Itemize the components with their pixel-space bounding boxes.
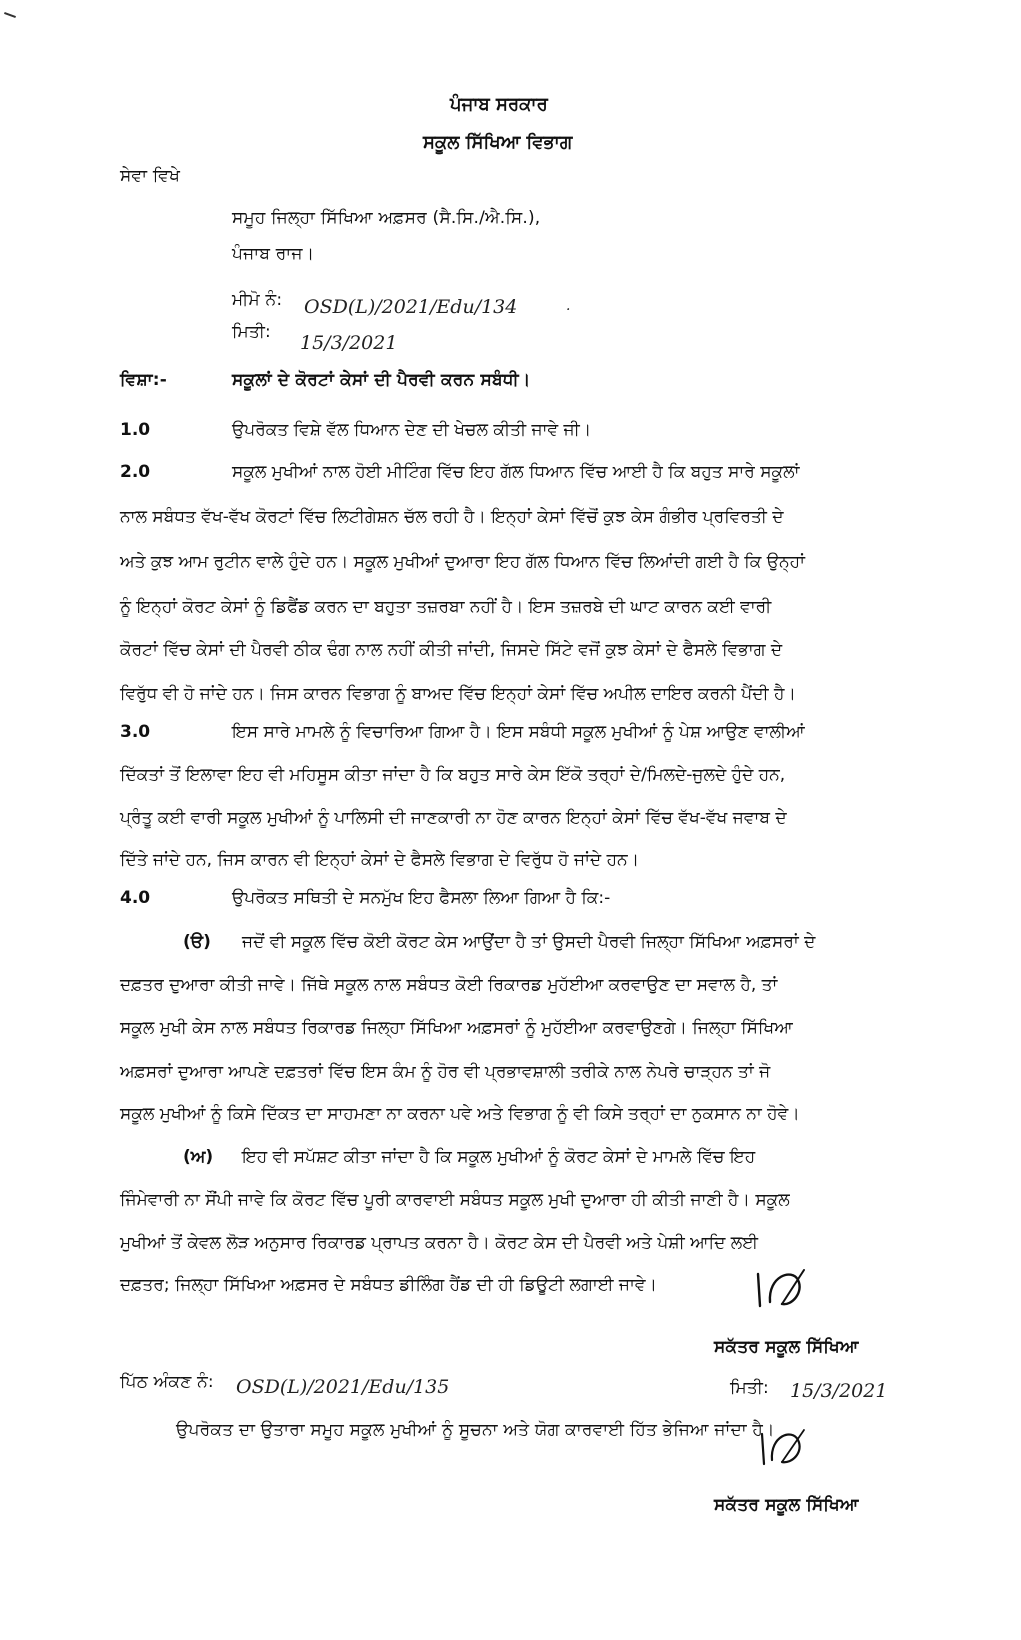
subpara-a-line: ਸਕੂਲ ਮੁਖੀਆਂ ਨੂੰ ਕਿਸੇ ਦਿੱਕਤ ਦਾ ਸਾਹਮਣਾ ਨਾ ਕਰਨਾ ਪਵੇ ਅਤੇ ਵਿਭਾਗ ਨੂੰ ਵੀ ਕਿਸੇ ਤਰ੍ਹਾਂ ਦਾ ਨੁਕਸਾਨ ਨਾ ਹੋਵੇ। [120, 1104, 800, 1124]
subpara-b-line: ਮੁਖੀਆਂ ਤੋਂ ਕੇਵਲ ਲੋੜ ਅਨੁਸਾਰ ਰਿਕਾਰਡ ਪ੍ਰਾਪਤ ਕਰਨਾ ਹੈ। ਕੋਰਟ ਕੇਸ ਦੀ ਪੈਰਵੀ ਅਤੇ ਪੇਸ਼ੀ ਆਦਿ ਲਈ [120, 1233, 759, 1253]
endorsement-date: 15/3/2021 [790, 1380, 888, 1402]
para-2-line: ਅਤੇ ਕੁਝ ਆਮ ਰੁਟੀਨ ਵਾਲੇ ਹੁੰਦੇ ਹਨ। ਸਕੂਲ ਮੁਖੀਆਂ ਦੁਆਰਾ ਇਹ ਗੱਲ ਧਿਆਨ ਵਿੱਚ ਲਿਆਂਦੀ ਗਈ ਹੈ ਕਿ ਉਨ੍ਹਾਂ [120, 552, 805, 572]
para-3-line: ਦਿੱਕਤਾਂ ਤੋਂ ਇਲਾਵਾ ਇਹ ਵੀ ਮਹਿਸੂਸ ਕੀਤਾ ਜਾਂਦਾ ਹੈ ਕਿ ਬਹੁਤ ਸਾਰੇ ਕੇਸ ਇੱਕੋ ਤਰ੍ਹਾਂ ਦੇ/ਮਿਲਦੇ-ਜੁਲਦੇ ਹੁੰਦੇ ਹਨ, [120, 765, 786, 785]
endorsement-date-label: ਮਿਤੀ: [730, 1378, 769, 1398]
para-3-line: ਦਿੱਤੇ ਜਾਂਦੇ ਹਨ, ਜਿਸ ਕਾਰਨ ਵੀ ਇਨ੍ਹਾਂ ਕੇਸਾਂ ਦੇ ਫੈਸਲੇ ਵਿਭਾਗ ਦੇ ਵਿਰੁੱਧ ਹੋ ਜਾਂਦੇ ਹਨ। [120, 850, 640, 870]
subpara-b-line: ਇਹ ਵੀ ਸਪੱਸ਼ਟ ਕੀਤਾ ਜਾਂਦਾ ਹੈ ਕਿ ਸਕੂਲ ਮੁਖੀਆਂ ਨੂੰ ਕੋਰਟ ਕੇਸਾਂ ਦੇ ਮਾਮਲੇ ਵਿੱਚ ਇਹ [242, 1147, 756, 1167]
memo-date: 15/3/2021 [300, 332, 398, 354]
subject-text: ਸਕੂਲਾਂ ਦੇ ਕੋਰਟਾਂ ਕੇਸਾਂ ਦੀ ਪੈਰਵੀ ਕਰਨ ਸਬੰਧੀ। [232, 370, 531, 390]
memo-label: ਮੀਮੋ ਨੰ: [232, 290, 283, 310]
subpara-a-line: ਜਦੋਂ ਵੀ ਸਕੂਲ ਵਿੱਚ ਕੋਈ ਕੋਰਟ ਕੇਸ ਆਉਂਦਾ ਹੈ ਤਾਂ ਉਸਦੀ ਪੈਰਵੀ ਜਿਲ੍ਹਾ ਸਿੱਖਿਆ ਅਫ਼ਸਰਾਂ ਦੇ [242, 932, 816, 952]
header-line2: ਸਕੂਲ ਸਿੱਖਿਆ ਵਿਭਾਗ [423, 132, 573, 153]
para-2-number: 2.0 [120, 462, 151, 482]
subject-label: ਵਿਸ਼ਾ:- [120, 370, 167, 390]
seva-vikhe: ਸੇਵਾ ਵਿਖੇ [120, 166, 181, 186]
subpara-a-line: ਅਫ਼ਸਰਾਂ ਦੁਆਰਾ ਆਪਣੇ ਦਫ਼ਤਰਾਂ ਵਿੱਚ ਇਸ ਕੰਮ ਨੂੰ ਹੋਰ ਵੀ ਪ੍ਰਭਾਵਸ਼ਾਲੀ ਤਰੀਕੇ ਨਾਲ ਨੇਪਰੇ ਚਾੜ੍ਹਨ ਤਾਂ ਜੋ [120, 1062, 771, 1082]
para-3-line: ਪ੍ਰੰਤੂ ਕਈ ਵਾਰੀ ਸਕੂਲ ਮੁਖੀਆਂ ਨੂੰ ਪਾਲਿਸੀ ਦੀ ਜਾਣਕਾਰੀ ਨਾ ਹੋਣ ਕਾਰਨ ਇਨ੍ਹਾਂ ਕੇਸਾਂ ਵਿੱਚ ਵੱਖ-ਵੱਖ ਜਵਾਬ ਦੇ [120, 808, 787, 828]
para-3-number: 3.0 [120, 722, 151, 742]
subpara-b-number: (ਅ) [183, 1147, 214, 1167]
para-3-line: ਇਸ ਸਾਰੇ ਮਾਮਲੇ ਨੂੰ ਵਿਚਾਰਿਆ ਗਿਆ ਹੈ। ਇਸ ਸਬੰਧੀ ਸਕੂਲ ਮੁਖੀਆਂ ਨੂੰ ਪੇਸ਼ ਆਉਣ ਵਾਲੀਆਂ [232, 722, 805, 742]
endorsement-label: ਪਿੱਠ ਅੰਕਣ ਨੰ: [120, 1372, 214, 1392]
para-2-line: ਸਕੂਲ ਮੁਖੀਆਂ ਨਾਲ ਹੋਈ ਮੀਟਿੰਗ ਵਿੱਚ ਇਹ ਗੱਲ ਧਿਆਨ ਵਿੱਚ ਆਈ ਹੈ ਕਿ ਬਹੁਤ ਸਾਰੇ ਸਕੂਲਾਂ [232, 462, 800, 482]
handwritten-signature-1 [752, 1262, 822, 1314]
para-4-line: ਉਪਰੋਕਤ ਸਥਿਤੀ ਦੇ ਸਨਮੁੱਖ ਇਹ ਫੈਸਲਾ ਲਿਆ ਗਿਆ ਹੈ ਕਿ:- [232, 888, 611, 908]
subpara-b-line: ਦਫ਼ਤਰ; ਜਿਲ੍ਹਾ ਸਿੱਖਿਆ ਅਫ਼ਸਰ ਦੇ ਸਬੰਧਤ ਡੀਲਿੰਗ ਹੈਂਡ ਦੀ ਹੀ ਡਿਊਟੀ ਲਗਾਈ ਜਾਵੇ। [120, 1275, 657, 1295]
handwritten-signature-2 [756, 1424, 820, 1470]
signoff-1: ਸਕੱਤਰ ਸਕੂਲ ਸਿੱਖਿਆ [714, 1337, 859, 1357]
signoff-2: ਸਕੱਤਰ ਸਕੂਲ ਸਿੱਖਿਆ [714, 1495, 859, 1515]
memo-number: OSD(L)/2021/Edu/134 [304, 296, 518, 318]
para-1-line: ਉਪਰੋਕਤ ਵਿਸ਼ੇ ਵੱਲ ਧਿਆਨ ਦੇਣ ਦੀ ਖੇਚਲ ਕੀਤੀ ਜਾਵੇ ਜੀ। [232, 420, 592, 440]
subpara-a-line: ਦਫ਼ਤਰ ਦੁਆਰਾ ਕੀਤੀ ਜਾਵੇ। ਜਿੱਥੇ ਸਕੂਲ ਨਾਲ ਸਬੰਧਤ ਕੋਈ ਰਿਕਾਰਡ ਮੁਹੱਈਆ ਕਰਵਾਉਣ ਦਾ ਸਵਾਲ ਹੈ, ਤਾਂ [120, 975, 778, 995]
para-4-number: 4.0 [120, 888, 151, 908]
endorsement-text: ਉਪਰੋਕਤ ਦਾ ਉਤਾਰਾ ਸਮੂਹ ਸਕੂਲ ਮੁਖੀਆਂ ਨੂੰ ਸੂਚਨਾ ਅਤੇ ਯੋਗ ਕਾਰਵਾਈ ਹਿੱਤ ਭੇਜਿਆ ਜਾਂਦਾ ਹੈ। [176, 1420, 775, 1440]
memo-date-label: ਮਿਤੀ: [232, 322, 271, 342]
subpara-a-line: ਸਕੂਲ ਮੁਖੀ ਕੇਸ ਨਾਲ ਸਬੰਧਤ ਰਿਕਾਰਡ ਜਿਲ੍ਹਾ ਸਿੱਖਿਆ ਅਫ਼ਸਰਾਂ ਨੂੰ ਮੁਹੱਈਆ ਕਰਵਾਉਣਗੇ। ਜਿਲ੍ਹਾ ਸਿੱਖਿਆ [120, 1018, 793, 1038]
memo-mark: · [566, 302, 571, 318]
para-2-line: ਕੋਰਟਾਂ ਵਿੱਚ ਕੇਸਾਂ ਦੀ ਪੈਰਵੀ ਠੀਕ ਢੰਗ ਨਾਲ ਨਹੀਂ ਕੀਤੀ ਜਾਂਦੀ, ਜਿਸਦੇ ਸਿੱਟੇ ਵਜੋਂ ਕੁਝ ਕੇਸਾਂ ਦੇ ਫੈਸਲੇ ਵਿਭਾਗ ਦੇ [120, 640, 783, 660]
addressee-line2: ਪੰਜਾਬ ਰਾਜ। [232, 244, 315, 264]
subpara-b-line: ਜਿੰਮੇਵਾਰੀ ਨਾ ਸੌਂਪੀ ਜਾਵੇ ਕਿ ਕੋਰਟ ਵਿੱਚ ਪੂਰੀ ਕਾਰਵਾਈ ਸਬੰਧਤ ਸਕੂਲ ਮੁਖੀ ਦੁਆਰਾ ਹੀ ਕੀਤੀ ਜਾਣੀ ਹੈ। ਸਕੂਲ [120, 1190, 790, 1210]
subpara-a-number: (ੳ) [183, 932, 211, 952]
header-line1: ਪੰਜਾਬ ਸਰਕਾਰ [450, 94, 548, 115]
para-2-line: ਨਾਲ ਸਬੰਧਤ ਵੱਖ-ਵੱਖ ਕੋਰਟਾਂ ਵਿੱਚ ਲਿਟੀਗੇਸ਼ਨ ਚੱਲ ਰਹੀ ਹੈ। ਇਨ੍ਹਾਂ ਕੇਸਾਂ ਵਿੱਚੋਂ ਕੁਝ ਕੇਸ ਗੰਭੀਰ ਪ੍ਰਵਿਰਤੀ ਦੇ [120, 507, 784, 527]
scan-mark [4, 12, 16, 18]
para-2-line: ਨੂੰ ਇਨ੍ਹਾਂ ਕੋਰਟ ਕੇਸਾਂ ਨੂੰ ਡਿਫੈਂਡ ਕਰਨ ਦਾ ਬਹੁਤਾ ਤਜ਼ਰਬਾ ਨਹੀਂ ਹੈ। ਇਸ ਤਜ਼ਰਬੇ ਦੀ ਘਾਟ ਕਾਰਨ ਕਈ ਵਾਰੀ [120, 597, 772, 617]
para-2-line: ਵਿਰੁੱਧ ਵੀ ਹੋ ਜਾਂਦੇ ਹਨ। ਜਿਸ ਕਾਰਨ ਵਿਭਾਗ ਨੂੰ ਬਾਅਦ ਵਿੱਚ ਇਨ੍ਹਾਂ ਕੇਸਾਂ ਵਿੱਚ ਅਪੀਲ ਦਾਇਰ ਕਰਨੀ ਪੈਂਦੀ ਹੈ। [120, 684, 796, 704]
para-1-number: 1.0 [120, 420, 151, 440]
addressee-line1: ਸਮੂਹ ਜਿਲ੍ਹਾ ਸਿੱਖਿਆ ਅਫ਼ਸਰ (ਸੈ.ਸਿ./ਐ.ਸਿ.), [232, 208, 541, 228]
endorsement-number: OSD(L)/2021/Edu/135 [236, 1376, 450, 1398]
